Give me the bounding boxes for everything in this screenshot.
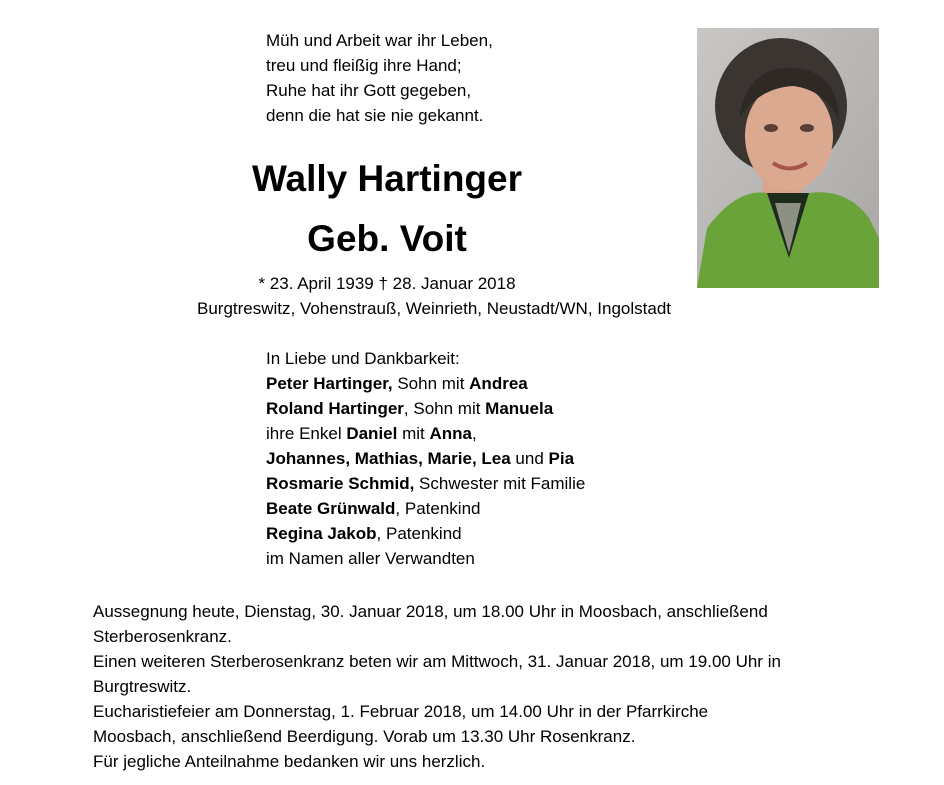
mourners-list	[266, 346, 585, 571]
mourners-closing: im Namen aller Verwandten	[266, 549, 475, 568]
mourner-name: Regina Jakob	[266, 524, 377, 543]
mourner-relation: Schwester mit Familie	[414, 474, 586, 493]
mourner-relation: , Patenkind	[376, 524, 462, 543]
mourner-name: Daniel	[346, 424, 398, 443]
deceased-name: Wally Hartinger	[251, 158, 523, 199]
mourner-relation: , Sohn mit	[403, 399, 486, 418]
service-line: Eucharistiefeier am Donnerstag, 1. Februar 2018, um 14.00 Uhr in der Pfarrkirche	[93, 702, 709, 721]
mourner-line	[266, 471, 585, 496]
mourner-relation: ihre Enkel	[266, 424, 347, 443]
service-line: Burgtreswitz.	[93, 677, 192, 696]
mourner-line	[266, 371, 585, 396]
poem-line: treu und fleißig ihre Hand;	[266, 56, 462, 75]
poem-line: Müh und Arbeit war ihr Leben,	[266, 31, 493, 50]
mourner-line	[266, 521, 585, 546]
mourners-intro: In Liebe und Dankbarkeit:	[266, 349, 460, 368]
mourner-relation: , Patenkind	[395, 499, 481, 518]
mourner-relation: und	[510, 449, 549, 468]
mourner-line	[266, 496, 585, 521]
poem-line: denn die hat sie nie gekannt.	[266, 106, 484, 125]
poem-line: Ruhe hat ihr Gott gegeben,	[266, 81, 472, 100]
mourner-name: Pia	[548, 449, 575, 468]
mourner-name: Roland Hartinger	[266, 399, 404, 418]
life-dates: * 23. April 1939 † 28. Januar 2018	[258, 274, 516, 293]
mourner-partner: Andrea	[469, 374, 528, 393]
mourner-punct: ,	[471, 424, 477, 443]
service-line: Moosbach, anschließend Beerdigung. Vorab um 13.30 Uhr Rosenkranz.	[93, 727, 636, 746]
mourner-name: Johannes, Mathias, Marie, Lea	[266, 449, 511, 468]
mourner-line	[266, 421, 585, 446]
mourner-relation: Sohn mit	[392, 374, 470, 393]
mourner-name: Peter Hartinger,	[266, 374, 393, 393]
maiden-name: Geb. Voit	[307, 218, 467, 259]
service-line: Einen weiteren Sterberosenkranz beten wir am Mittwoch, 31. Januar 2018, um 19.00 Uhr in	[93, 652, 781, 671]
mourner-partner: Anna	[429, 424, 472, 443]
service-line: Für jegliche Anteilnahme bedanken wir uns herzlich.	[93, 752, 486, 771]
mourner-name: Rosmarie Schmid,	[266, 474, 415, 493]
memorial-poem	[266, 28, 493, 128]
mourner-line	[266, 396, 585, 421]
mourner-relation: mit	[397, 424, 430, 443]
service-line: Sterberosenkranz.	[93, 627, 232, 646]
places-of-life: Burgtreswitz, Vohenstrauß, Weinrieth, Neustadt/WN, Ingolstadt	[196, 299, 671, 318]
mourner-name: Beate Grünwald	[266, 499, 396, 518]
service-details	[93, 599, 873, 774]
mourner-line	[266, 446, 585, 471]
mourner-partner: Manuela	[485, 399, 554, 418]
service-line: Aussegnung heute, Dienstag, 30. Januar 2018, um 18.00 Uhr in Moosbach, anschließend	[93, 602, 768, 621]
